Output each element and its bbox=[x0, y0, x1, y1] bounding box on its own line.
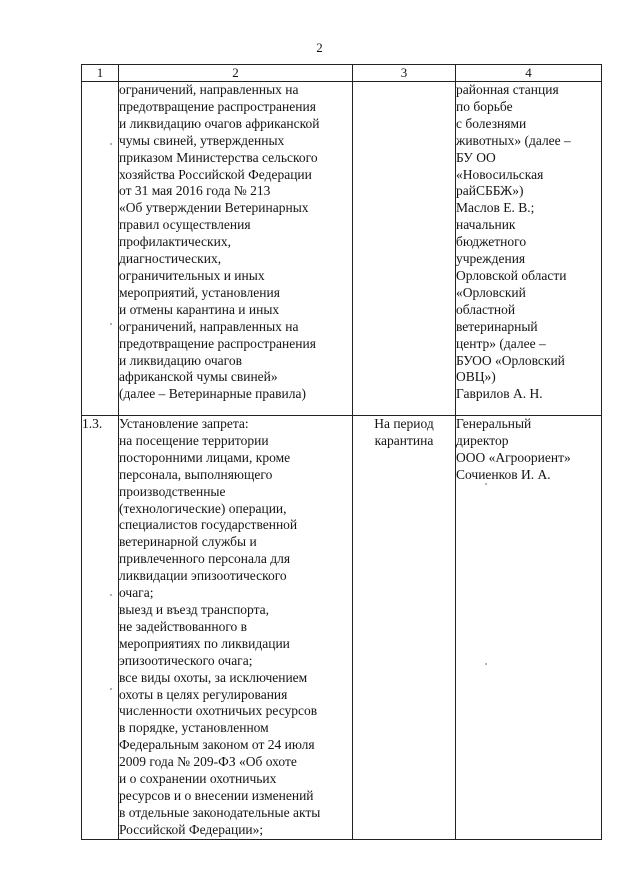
text-line: Маслов Е. В.; bbox=[456, 200, 535, 216]
text-line: от 31 мая 2016 года № 213 bbox=[119, 183, 271, 199]
text-line: специалистов государственной bbox=[119, 517, 298, 533]
text-line: производственные bbox=[119, 483, 226, 499]
text-line: (далее – Ветеринарные правила) bbox=[119, 386, 306, 402]
text-line: в отдельные законодательные акты bbox=[119, 804, 321, 820]
text-line: хозяйства Российской Федерации bbox=[119, 166, 312, 182]
table-row bbox=[82, 416, 602, 840]
text-line: очага; bbox=[119, 585, 154, 601]
text-line: и отмены карантина и иных bbox=[119, 301, 280, 317]
scan-speck bbox=[110, 323, 112, 325]
text-line: карантина bbox=[374, 432, 434, 448]
text-line: (технологические) операции, bbox=[119, 500, 287, 516]
column-header-3: 3 bbox=[353, 65, 456, 82]
text-line: профилактических, bbox=[119, 234, 231, 250]
text-line: «Об утверждении Ветеринарных bbox=[119, 200, 309, 216]
responsible-text bbox=[456, 82, 601, 403]
text-line: райСББЖ») bbox=[456, 183, 524, 199]
scan-speck bbox=[110, 688, 112, 690]
measure-cell bbox=[119, 416, 353, 840]
scan-speck bbox=[110, 594, 112, 596]
text-line: на посещение территории bbox=[119, 432, 269, 448]
text-line: Установление запрета: bbox=[119, 416, 249, 431]
text-line: Федеральным законом от 24 июля bbox=[119, 737, 315, 753]
text-line: чумы свиней, утвержденных bbox=[119, 132, 285, 148]
text-line: «Орловский bbox=[456, 284, 526, 300]
text-line: мероприятий, установления bbox=[119, 284, 280, 300]
text-line: животных» (далее – bbox=[456, 132, 571, 148]
text-line: мероприятиях по ликвидации bbox=[119, 635, 290, 651]
column-header-4: 4 bbox=[456, 65, 602, 82]
text-line: выезд и въезд транспорта, bbox=[119, 601, 270, 617]
responsible-cell bbox=[456, 416, 602, 840]
column-header-2: 2 bbox=[119, 65, 353, 82]
text-line: Сочиенков И. А. bbox=[456, 466, 551, 482]
page-number: 2 bbox=[316, 40, 323, 55]
text-line: районная станция bbox=[456, 82, 559, 97]
text-line: Генеральный bbox=[456, 416, 532, 431]
text-line: ограничительных и иных bbox=[119, 267, 265, 283]
text-line: привлеченного персонала для bbox=[119, 551, 291, 567]
text-line: и ликвидацию очагов bbox=[119, 352, 242, 368]
text-line: африканской чумы свиней» bbox=[119, 369, 278, 385]
table-row bbox=[82, 82, 602, 416]
measures-table bbox=[81, 64, 602, 840]
text-line: эпизоотического очага; bbox=[119, 652, 253, 668]
scan-speck bbox=[485, 663, 487, 665]
text-line: Гаврилов А. Н. bbox=[456, 386, 543, 402]
text-line: БУОО «Орловский bbox=[456, 352, 565, 368]
text-line: областной bbox=[456, 301, 516, 317]
text-line: диагностических, bbox=[119, 251, 222, 267]
text-line: 2009 года № 209-ФЗ «Об охоте bbox=[119, 754, 297, 770]
text-line: и о сохранении охотничьих bbox=[119, 771, 277, 787]
text-line: БУ ОО bbox=[456, 149, 496, 165]
text-line: ликвидации эпизоотического bbox=[119, 568, 287, 584]
text-line: численности охотничьих ресурсов bbox=[119, 703, 318, 719]
column-header-1: 1 bbox=[82, 65, 119, 82]
text-line: предотвращение распространения bbox=[119, 335, 316, 351]
text-line: бюджетного bbox=[456, 234, 527, 250]
text-line: центр» (далее – bbox=[456, 335, 546, 351]
responsible-text bbox=[456, 416, 601, 484]
responsible-cell bbox=[456, 82, 602, 416]
text-line: ООО «Агроориент» bbox=[456, 449, 571, 465]
term-cell bbox=[353, 416, 456, 840]
scan-speck bbox=[110, 143, 112, 145]
text-line: ветеринарный bbox=[456, 318, 538, 334]
text-line: с болезнями bbox=[456, 115, 527, 131]
term-cell bbox=[353, 82, 456, 416]
text-line: и ликвидацию очагов африканской bbox=[119, 115, 320, 131]
text-line: персонала, выполняющего bbox=[119, 466, 273, 482]
text-line: ограничений, направленных на bbox=[119, 82, 299, 97]
measure-text bbox=[119, 416, 352, 839]
text-line: приказом Министерства сельского bbox=[119, 149, 318, 165]
text-line: посторонними лицами, кроме bbox=[119, 449, 291, 465]
text-line: в порядке, установленном bbox=[119, 720, 269, 736]
text-line: не задействованного в bbox=[119, 618, 248, 634]
text-line: Орловской области bbox=[456, 267, 567, 283]
text-line: ограничений, направленных на bbox=[119, 318, 299, 334]
text-line: начальник bbox=[456, 217, 516, 233]
text-line: охоты в целях регулирования bbox=[119, 686, 288, 702]
measure-text bbox=[119, 82, 352, 403]
row-number-cell: 1.3. bbox=[82, 416, 119, 840]
row-number-cell bbox=[82, 82, 119, 416]
scan-speck bbox=[485, 483, 487, 485]
text-line: директор bbox=[456, 432, 509, 448]
term-text bbox=[353, 416, 455, 450]
text-line: предотвращение распространения bbox=[119, 98, 316, 114]
text-line: правил осуществления bbox=[119, 217, 251, 233]
measure-cell bbox=[119, 82, 353, 416]
text-line: ветеринарной службы и bbox=[119, 534, 257, 550]
table-header-row bbox=[82, 65, 602, 82]
text-line: Российской Федерации»; bbox=[119, 821, 264, 837]
text-line: учреждения bbox=[456, 251, 526, 267]
text-line: ресурсов и о внесении изменений bbox=[119, 787, 314, 803]
text-line: все виды охоты, за исключением bbox=[119, 669, 308, 685]
text-line: по борьбе bbox=[456, 98, 513, 114]
text-line: ОВЦ») bbox=[456, 369, 496, 385]
text-line: «Новосильская bbox=[456, 166, 544, 182]
text-line: На период bbox=[374, 416, 434, 431]
